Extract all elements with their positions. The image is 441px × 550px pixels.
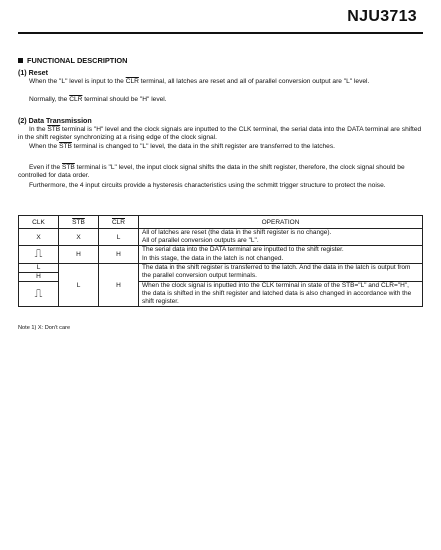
row2-clk-pulse-icon: ⎍ bbox=[19, 246, 59, 263]
row1-clk: X bbox=[19, 229, 59, 246]
header-stb: $\overline{STB}$ bbox=[59, 216, 99, 229]
data-transmission-paragraph-1: In the $\overline{STB}$ terminal is "H" level and the clock signals are inputted to the CLK terminal, the serial data into the DATA terminal are shifted in the shift register synchronizing at a rising edge of the clock signal. bbox=[18, 126, 422, 142]
row1-stb: X bbox=[59, 229, 99, 246]
row3-stb: L bbox=[59, 263, 99, 307]
row3-clk-low: L bbox=[19, 263, 59, 272]
square-bullet-icon bbox=[18, 58, 23, 63]
table-row bbox=[19, 263, 423, 272]
data-transmission-paragraph-2: When the $\overline{STB}$ terminal is changed to "L" level, the data in the shift register are transferred to the latches. bbox=[29, 143, 335, 150]
row1-operation: All of latches are reset (the data in the shift register is no change). All of parallel conversion outputs are "L". bbox=[139, 229, 423, 246]
data-transmission-paragraph-3: Even if the $\overline{STB}$ terminal is "L" level, the input clock signal shifts the data in the shift register, therefore, the clock signal should be controlled for data order. bbox=[18, 164, 405, 180]
header-rule bbox=[18, 32, 423, 34]
row3-operation-shift: When the clock signal is inputted into the CLK terminal in state of the $\overline{STB}="L$" and $\overline{CLR}="H$", the data is shifted in the shift register and latched data is also changed in accordance with the shift register. bbox=[139, 281, 423, 307]
data-transmission-paragraph-4: Furthermore, the 4 input circuits provide a hysteresis characteristics using the schmitt trigger structure to protect the noise. bbox=[29, 182, 386, 189]
row2-stb: H bbox=[59, 246, 99, 263]
row2-operation: The serial data into the DATA terminal are inputted to the shift register. In this stage, the data in the latch is not changed. bbox=[139, 246, 423, 263]
row3-clk-pulse-icon: ⎍ bbox=[19, 281, 59, 307]
row3-operation-transfer: The data in the shift register is transferred to the latch. And the data in the latch is output from the parallel conversion output terminals. bbox=[139, 263, 423, 281]
row3-clr: H bbox=[99, 263, 139, 307]
table-header-row bbox=[19, 216, 423, 229]
reset-paragraph-1: When the "L" level is input to the $\overline{CLR}$ terminal, all latches are reset and all of parallel conversion output are "L" level. bbox=[29, 78, 370, 85]
header-clk: CLK bbox=[19, 216, 59, 229]
table-row bbox=[19, 246, 423, 263]
table-row bbox=[19, 229, 423, 246]
section-title bbox=[18, 56, 127, 65]
table-note: Note 1) X: Don't care bbox=[18, 325, 71, 331]
row2-clr: H bbox=[99, 246, 139, 263]
reset-paragraph-2: Normally, the $\overline{CLR}$ terminal should be "H" level. bbox=[29, 96, 167, 103]
data-transmission-heading: (2) Data Transmission bbox=[18, 117, 92, 125]
header-operation: OPERATION bbox=[139, 216, 423, 229]
section-title-text: FUNCTIONAL DESCRIPTION bbox=[27, 56, 128, 65]
row3-clk-high: H bbox=[19, 272, 59, 281]
header-clr: $\overline{CLR}$ bbox=[99, 216, 139, 229]
row1-clr: L bbox=[99, 229, 139, 246]
operation-table bbox=[18, 215, 423, 307]
part-number: NJU3713 bbox=[347, 8, 417, 25]
reset-heading: (1) Reset bbox=[18, 69, 48, 77]
